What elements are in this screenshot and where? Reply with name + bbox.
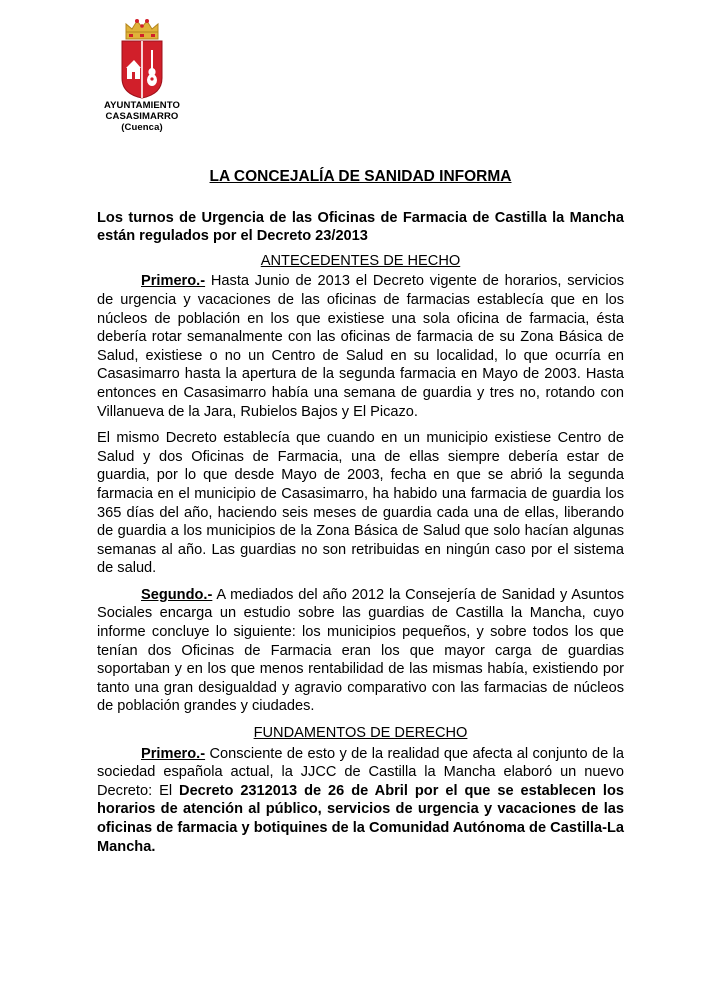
decree-reference: Decreto 2312013 de 26 de Abril por el que se establecen los horarios de atención al público, servicios de urgencia y vacaciones de las oficinas de farmacia y botiquines de la Comunidad Autónoma de Castilla-La Mancha. [97, 782, 624, 855]
coat-of-arms-icon [117, 18, 167, 100]
paragraph-text: A mediados del año 2012 la Consejería de Sanidad y Asuntos Sociales encarga un estudio sobre las guardias de Castilla la Mancha, cuyo informe concluye lo siguiente: los municipios pequeños, y sobre todos los que tenían dos Oficinas de Farmacia eran los que mayor carga de guardias soportaban y en los que menos rentabilidad de las mismas había, existiendo por tanto una gran desigualdad y agravio comparativo con las farmacias de núcleos de población grandes y ciudades. [97, 586, 624, 715]
paragraph-antecedentes-primero [97, 272, 624, 421]
paragraph-lead: Primero.- [141, 745, 206, 762]
municipal-logo [96, 18, 188, 133]
document-body [97, 168, 624, 864]
logo-line-town: CASASIMARRO [105, 111, 179, 122]
document-subtitle: Los turnos de Urgencia de las Oficinas de Farmacia de Castilla la Mancha están regulados por el Decreto 23/2013 [97, 209, 624, 245]
page-title: LA CONCEJALÍA DE SANIDAD INFORMA [209, 168, 512, 185]
paragraph-antecedentes-segundo [97, 586, 624, 716]
logo-line-province: (Cuenca) [121, 122, 163, 133]
paragraph-text: Consciente de esto y de la realidad que afecta al conjunto de la sociedad española actual, la JJCC de Castilla la Mancha elaboró un nuevo Decreto: El [97, 745, 624, 799]
section-heading-fundamentos: FUNDAMENTOS DE DERECHO [253, 725, 468, 742]
paragraph-fundamentos-primero [97, 745, 624, 857]
paragraph-lead: Segundo.- [141, 586, 213, 603]
paragraph-lead: Primero.- [141, 273, 206, 290]
logo-line-ayuntamiento: AYUNTAMIENTO [104, 100, 180, 111]
paragraph-antecedentes-second: El mismo Decreto establecía que cuando en un municipio existiese Centro de Salud y dos Oficinas de Farmacia, una de ellas siempre debería estar de guardia, por lo que desde Mayo de 2003, fecha en que se abrió la segunda farmacia en el municipio de Casasimarro, ha habido una farmacia de guardia los 365 días del año, haciendo seis meses de guardia cada una de ellas, liberando de guardia a los municipios de la Zona Básica de Salud que solo hacían algunas semanas al año. Las guardias no son retribuidas en ningún caso por el sistema de salud. [97, 430, 624, 577]
section-heading-antecedentes: ANTECEDENTES DE HECHO [260, 252, 461, 269]
paragraph-text: Hasta Junio de 2013 el Decreto vigente de horarios, servicios de urgencia y vacaciones de las oficinas de farmacias establecía que en los núcleos de población en los que existiese una sola oficina de farmacia, ésta debería rotar semanalmente con las oficinas de farmacia de su Zona Básica de Salud, existiese o no un Centro de Salud en su localidad, lo que ocurría en Casasimarro hasta la apertura de la segunda farmacia en Mayo de 2003. Hasta entonces en Casasimarro había una semana de guardia y tres no, rotando con Villanueva de la Jara, Rubielos Bajos y El Picazo. [97, 273, 624, 420]
